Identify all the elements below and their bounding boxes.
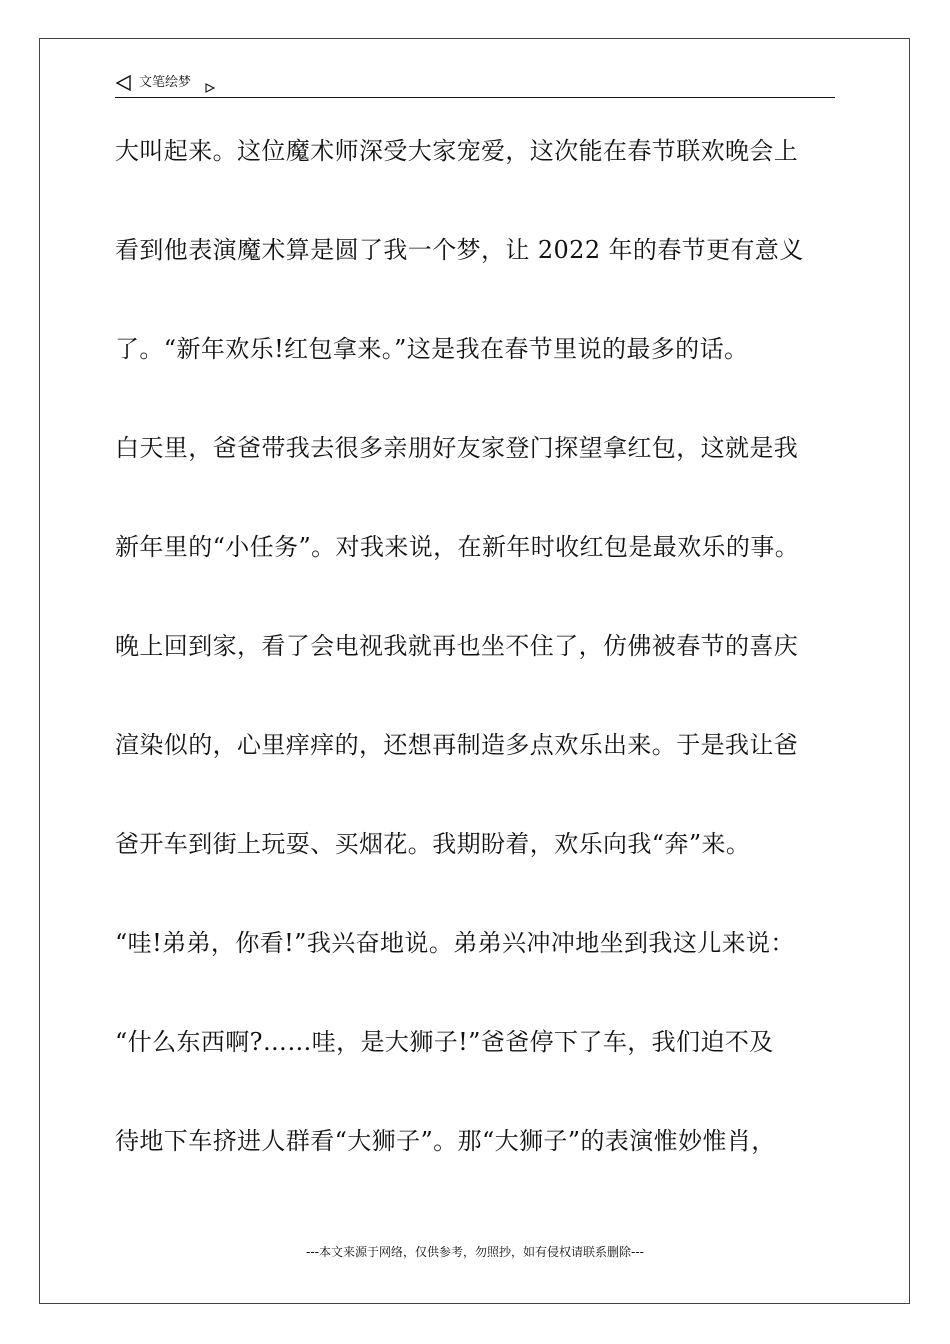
triangle-right-outline-icon	[205, 78, 215, 88]
body-line: 白天里，爸爸带我去很多亲朋好友家登门探望拿红包，这就是我	[115, 434, 799, 462]
body-line: 晚上回到家，看了会电视我就再也坐不住了，仿佛被春节的喜庆	[115, 632, 799, 660]
body-line: “什么东西啊?……哇，是大狮子!”爸爸停下了车，我们迫不及	[115, 1028, 774, 1056]
body-text	[115, 127, 860, 1216]
header-rule	[115, 97, 835, 98]
page-header	[115, 72, 835, 98]
body-line: 渲染似的，心里痒痒的，还想再制造多点欢乐出来。于是我让爸	[115, 731, 799, 759]
body-line: 大叫起来。这位魔术师深受大家宠爱，这次能在春节联欢晚会上	[115, 137, 799, 165]
body-line: “哇!弟弟，你看!”我兴奋地说。弟弟兴冲冲地坐到我这儿来说：	[115, 929, 795, 957]
body-line: 了。“新年欢乐!红包拿来。”这是我在春节里说的最多的话。	[115, 335, 749, 363]
body-line: 看到他表演魔术算是圆了我一个梦，让 2022 年的春节更有意义	[115, 236, 804, 264]
body-line: 新年里的“小任务”。对我来说，在新年时收红包是最欢乐的事。	[115, 533, 800, 561]
body-line: 待地下车挤进人群看“大狮子”。那“大狮子”的表演惟妙惟肖，	[115, 1127, 776, 1155]
header-title: 文笔绘梦	[139, 75, 192, 90]
triangle-left-outline-icon	[115, 74, 133, 92]
body-line: 爸开车到街上玩耍、买烟花。我期盼着，欢乐向我“奔”来。	[115, 830, 751, 858]
footer-disclaimer: ---本文来源于网络，仅供参考，勿照抄，如有侵权请联系删除---	[306, 1245, 644, 1259]
